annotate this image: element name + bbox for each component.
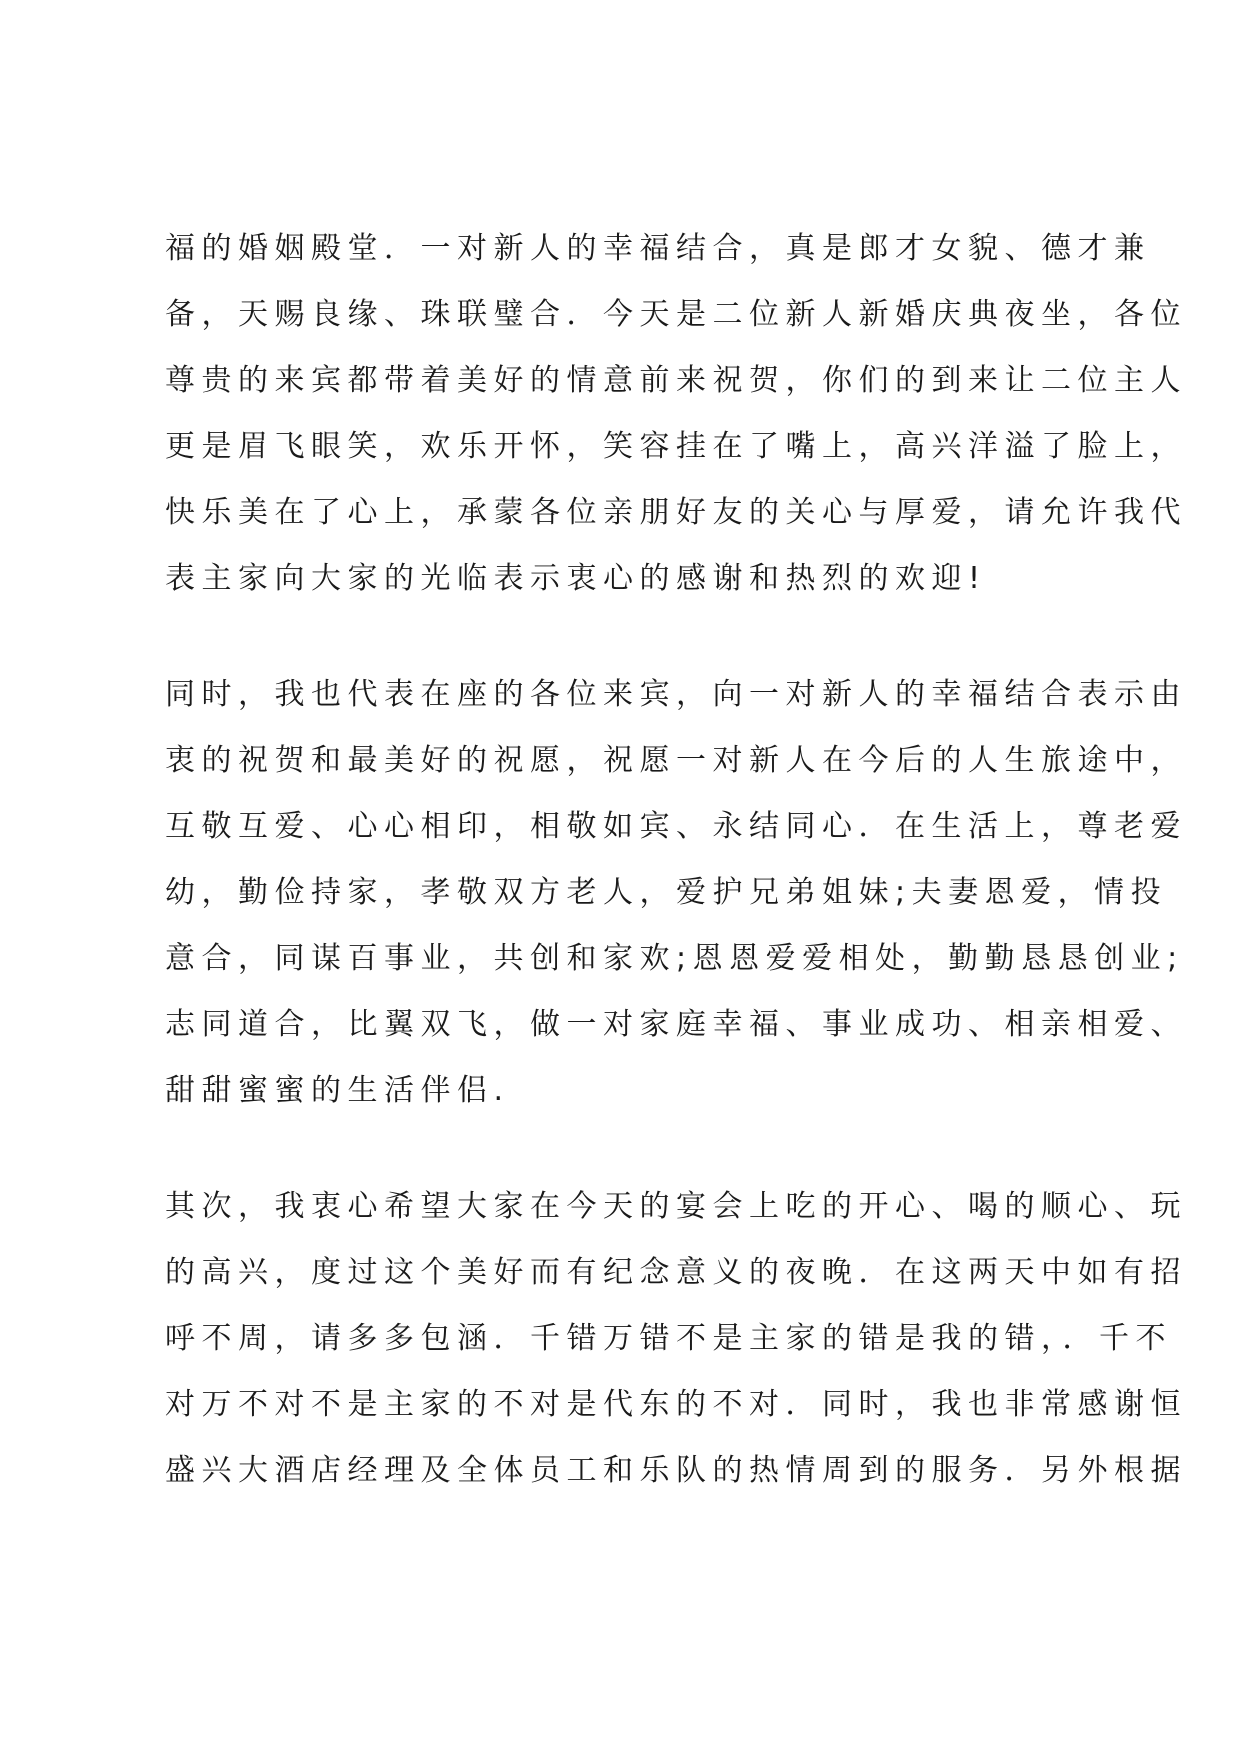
text-line: 尊贵的来宾都带着美好的情意前来祝贺，你们的到来让二位主人: [165, 363, 1187, 398]
text-line: 志同道合，比翼双飞，做一对家庭幸福、事业成功、相亲相爱、: [165, 1007, 1187, 1042]
text-line: 呼不周，请多多包涵．千错万错不是主家的错是我的错，．千不: [165, 1321, 1172, 1356]
text-line: 同时，我也代表在座的各位来宾，向一对新人的幸福结合表示由: [165, 677, 1187, 712]
text-line: 福的婚姻殿堂．一对新人的幸福结合，真是郎才女貌、德才兼: [165, 231, 1151, 266]
text-line: 其次，我衷心希望大家在今天的宴会上吃的开心、喝的顺心、玩: [165, 1189, 1187, 1224]
text-line: 更是眉飞眼笑，欢乐开怀，笑容挂在了嘴上，高兴洋溢了脸上，: [165, 429, 1187, 464]
text-line: 衷的祝贺和最美好的祝愿，祝愿一对新人在今后的人生旅途中，: [165, 743, 1187, 778]
text-line: 盛兴大酒店经理及全体员工和乐队的热情周到的服务．另外根据: [165, 1453, 1187, 1488]
paragraph-welcome: [165, 216, 1187, 612]
text-line: 快乐美在了心上，承蒙各位亲朋好友的关心与厚爱，请允许我代: [165, 495, 1187, 530]
text-line: 互敬互爱、心心相印，相敬如宾、永结同心．在生活上，尊老爱: [165, 809, 1187, 844]
text-line: 意合，同谋百事业，共创和家欢;恩恩爱爱相处，勤勤恳恳创业;: [165, 941, 1184, 976]
text-line: 甜甜蜜蜜的生活伴侣.: [165, 1073, 510, 1108]
paragraph-blessing: [165, 662, 1187, 1124]
text-line: 表主家向大家的光临表示衷心的感谢和热烈的欢迎!: [165, 561, 987, 596]
text-line: 对万不对不是主家的不对是代东的不对．同时，我也非常感谢恒: [165, 1387, 1187, 1422]
text-line: 备，天赐良缘、珠联璧合．今天是二位新人新婚庆典夜坐，各位: [165, 297, 1187, 332]
text-line: 的高兴，度过这个美好而有纪念意义的夜晚．在这两天中如有招: [165, 1255, 1187, 1290]
text-line: 幼，勤俭持家，孝敬双方老人，爱护兄弟姐妹;夫妻恩爱，情投: [165, 875, 1168, 910]
paragraph-thanks: [165, 1174, 1187, 1504]
